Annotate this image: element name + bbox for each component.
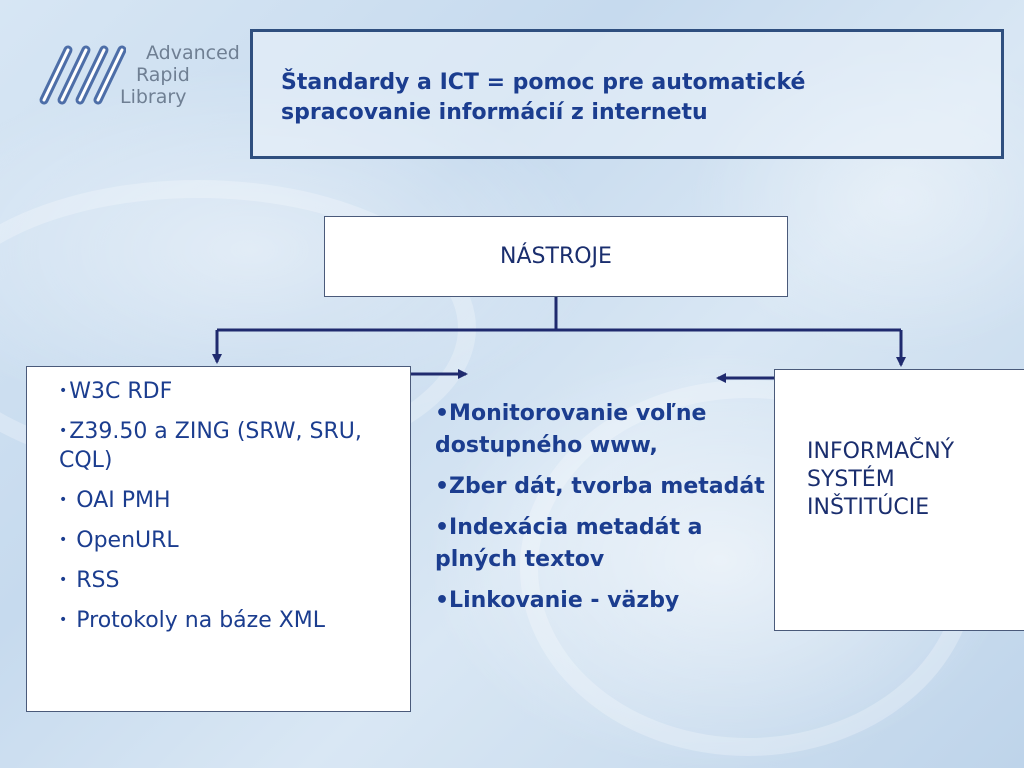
list-item xyxy=(31,606,399,635)
list-item: •Zber dát, tvorba metadát xyxy=(435,474,765,499)
bullet: • xyxy=(59,423,68,439)
list-item-text: OAI PMH xyxy=(76,488,171,513)
title-line-1: Štandardy a ICT = pomoc pre automatické xyxy=(281,70,806,95)
list-item xyxy=(31,417,399,475)
institution-system-label xyxy=(807,438,1017,522)
list-item-text: Z39.50 a ZING (SRW, SRU, CQL) xyxy=(59,419,362,473)
list-item: •Linkovanie - väzby xyxy=(435,588,680,613)
list-item xyxy=(59,377,399,406)
title-line-2: spracovanie informácií z internetu xyxy=(281,100,708,125)
logo-line-3: Library xyxy=(120,86,187,108)
list-item xyxy=(59,566,399,595)
logo-line-1: Advanced xyxy=(146,42,240,64)
label-line-3: INŠTITÚCIE xyxy=(807,495,930,520)
activities-list xyxy=(435,398,765,626)
logo-line-2: Rapid xyxy=(136,64,190,86)
institution-system-box xyxy=(774,369,1024,631)
standards-list xyxy=(59,377,399,646)
tools-box xyxy=(324,216,788,297)
bullet: • xyxy=(59,572,68,588)
tools-label: NÁSTROJE xyxy=(500,244,612,269)
bullet: • xyxy=(59,383,68,399)
list-item xyxy=(59,486,399,515)
bullet: • xyxy=(59,532,68,548)
label-line-2: SYSTÉM xyxy=(807,467,895,492)
bullet: • xyxy=(59,612,68,628)
list-item-text: Protokoly na báze XML xyxy=(76,608,326,633)
bullet: • xyxy=(59,492,68,508)
list-item: •Monitorovanie voľne dostupného www, xyxy=(435,401,707,458)
list-item xyxy=(59,526,399,555)
list-item-text: OpenURL xyxy=(76,528,179,553)
list-item-text: RSS xyxy=(76,568,120,593)
label-line-1: INFORMAČNÝ xyxy=(807,439,955,464)
list-item-text: W3C RDF xyxy=(69,379,173,404)
list-item: •Indexácia metadát a plných textov xyxy=(435,515,703,572)
standards-box xyxy=(26,366,411,712)
